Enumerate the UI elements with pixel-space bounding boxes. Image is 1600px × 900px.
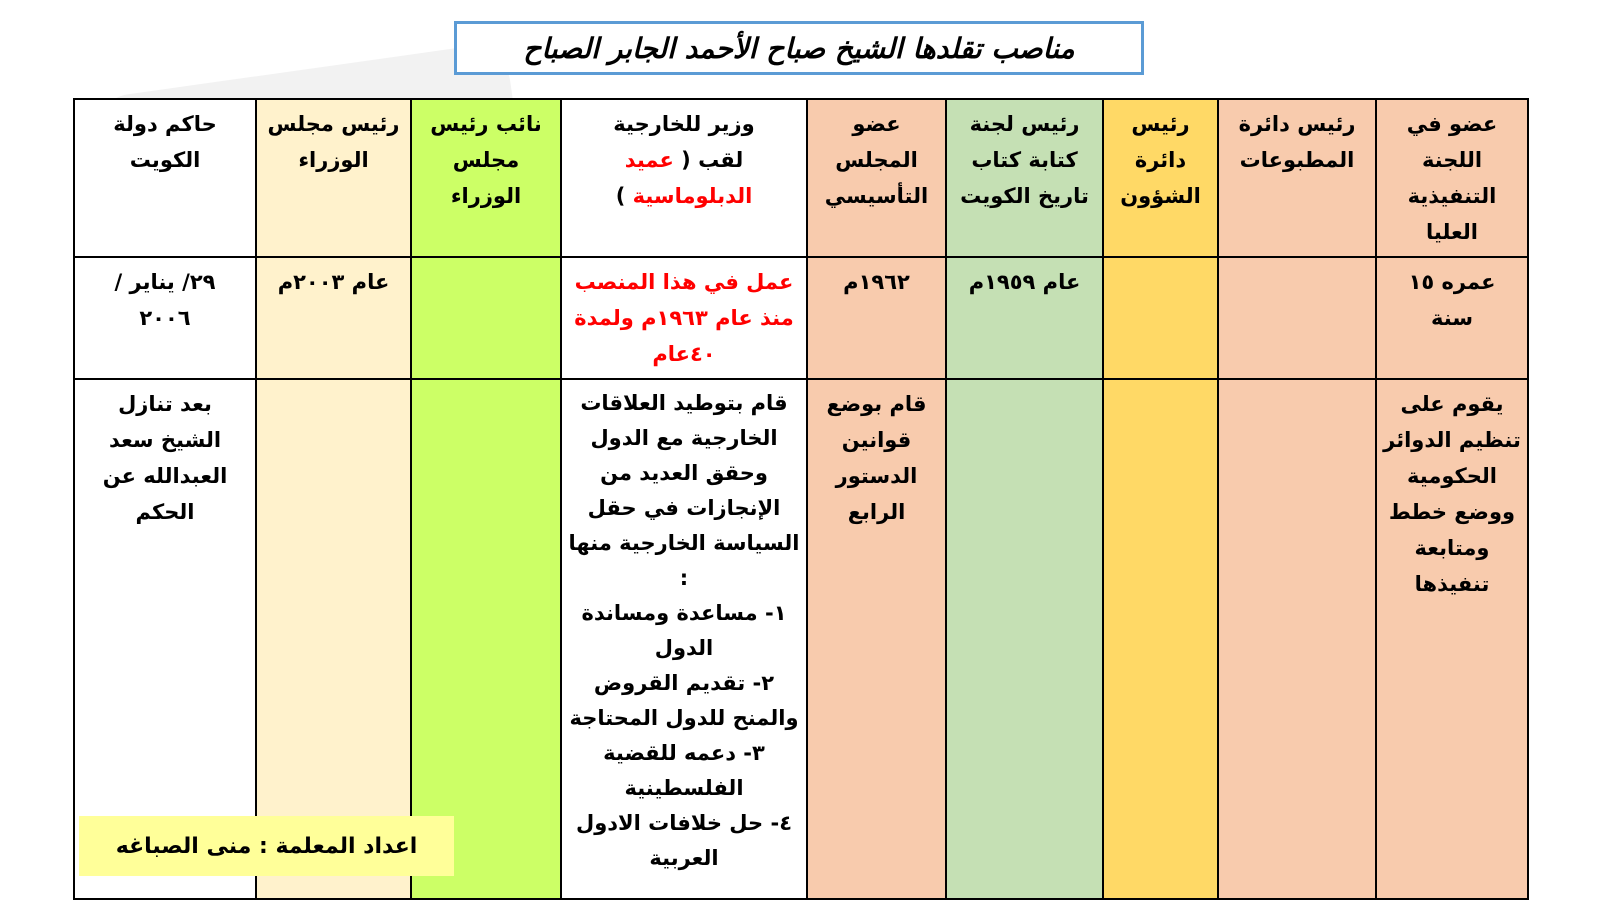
header-row [74,99,1528,257]
teacher-credit: اعداد المعلمة : منى الصباغه [115,833,418,859]
header-cell: رئيس دائرة الشؤون [1103,99,1218,257]
description-cell [1103,379,1218,899]
description-cell [1218,379,1376,899]
header-cell: وزير للخارجية لقب ( عميد الدبلوماسية ) [561,99,807,257]
date-cell: عمره ١٥ سنة [1376,257,1528,379]
title-box [454,21,1144,75]
date-cell [1218,257,1376,379]
credit-box [79,816,454,876]
description-cell: بعد تنازل الشيخ سعد العبدالله عن الحكم [74,379,256,899]
header-cell: حاكم دولة الكويت [74,99,256,257]
description-cell: قام بتوطيد العلاقات الخارجية مع الدول وحقق العديد من الإنجازات في حقل السياسة الخارجية منها : ١- مساعدة ومساندة الدول ٢- تقديم القروض والمنح للدول المحتاجة ٣- دعمه للقضية الفلسطينية ٤- حل خلافات الادول العربية [561,379,807,899]
date-cell [1103,257,1218,379]
header-cell: رئيس لجنة كتابة كتاب تاريخ الكويت [946,99,1103,257]
positions-table [73,98,1529,900]
date-cell: ١٩٦٢م [807,257,946,379]
header-cell: عضو في اللجنة التنفيذية العليا [1376,99,1528,257]
date-cell: ٢٩/ يناير / ٢٠٠٦ [74,257,256,379]
description-cell [946,379,1103,899]
page-title: مناصب تقلدها الشيخ صباح الأحمد الجابر الصباح [523,31,1075,65]
description-cell: يقوم على تنظيم الدوائر الحكومية ووضع خطط ومتابعة تنفيذها [1376,379,1528,899]
diplomacy-title: عميد الدبلوماسية [624,148,753,208]
header-cell: عضو المجلس التأسيسي [807,99,946,257]
header-cell: نائب رئيس مجلس الوزراء [411,99,561,257]
date-row [74,257,1528,379]
date-cell: عام ١٩٥٩م [946,257,1103,379]
header-cell: رئيس مجلس الوزراء [256,99,411,257]
date-cell: عام ٢٠٠٣م [256,257,411,379]
date-cell [411,257,561,379]
description-cell: قام بوضع قوانين الدستور الرابع [807,379,946,899]
header-cell: رئيس دائرة المطبوعات [1218,99,1376,257]
date-cell: عمل في هذا المنصب منذ عام ١٩٦٣م ولمدة ٤٠عام [561,257,807,379]
